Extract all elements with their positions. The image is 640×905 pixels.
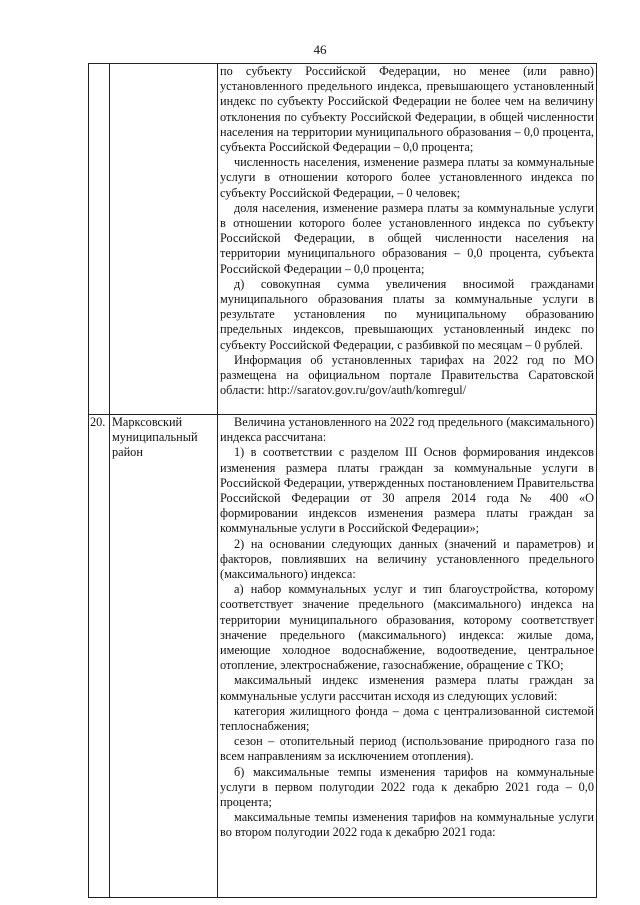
paragraph: категория жилищного фонда – дома с централизованной системой теплоснабжения; [220,703,594,734]
paragraph: сезон – отопительный период (использование природного газа по всем направлениям за исключением отопления). [220,734,594,764]
table-row-20 [89,415,597,898]
paragraph: по субъекту Российской Федерации, но менее (или равно) установленного предельного индекса, превышающего установленный индекс по субъекту Российской Федерации не более чем на величину отклонения по субъекту Российской Федерации, в общей численности населения на территории муниципального образования – 0,0 процента, субъекта Российской Федерации – 0,0 процента; [220,64,594,155]
page-number: 46 [313,42,327,57]
paragraph: д) совокупная сумма увеличения вносимой гражданами муниципального образования платы за коммунальные услуги в результате установления по муниципальному образованию предельных индексов, превышающих установленный индекс по субъекту Российской Федерации, с разбивкой по месяцам – 0 рублей. [220,276,594,352]
paragraph: 1) в соответствии с разделом III Основ формирования индексов изменения размера платы граждан за коммунальные услуги в Российской Федерации, утвержденных постановлением Правительства Российской Федерации от 30 апреля 2014 года № 400 «О формировании индексов изменения размера платы граждан за коммунальные услуги в Российской Федерации»; [220,445,594,536]
paragraph: Информация об установленных тарифах на 2022 год по МО размещена на официальном портале Правительства Саратовской области: http://saratov.gov.ru/gov/auth/komregul/ [220,352,594,398]
table-row-continued [89,64,597,415]
paragraph: а) набор коммунальных услуг и тип благоустройства, которому соответствует значение предельного (максимального) индекса на территории муниципального образования, которому соответствует значение предельного (максимального) индекса: жилые дома, имеющие холодное водоснабжение, водоотведение, центральное отопление, электроснабжение, газоснабжение, обращение с ТКО; [220,582,594,673]
paragraph: доля населения, изменение размера платы за коммунальные услуги в отношении которого более установленного индекса по субъекту Российской Федерации, в общей численности населения на территории муниципального образования – 0,0 процента, субъекта Российской Федерации – 0,0 процента; [220,200,594,276]
paragraph: Величина установленного на 2022 год предельного (максимального) индекса рассчитана: [220,415,594,445]
description-cell-continued [218,64,597,415]
municipal-index-table [88,63,597,898]
municipality-name: Марксовский муниципальный район [110,415,218,898]
municipality-cell-empty [110,64,218,415]
row-number-cell-empty [89,64,110,415]
paragraph: 2) на основании следующих данных (значений и параметров) и факторов, повлиявших на величину установленного предельного (максимального) индекса: [220,536,594,582]
description-cell-20 [218,415,597,898]
row-number: 20. [89,415,110,898]
paragraph: б) максимальные темпы изменения тарифов на коммунальные услуги в первом полугодии 2022 года к декабрю 2021 года – 0,0 процента; [220,764,594,810]
paragraph: максимальные темпы изменения тарифов на коммунальные услуги во втором полугодии 2022 года к декабрю 2021 года: [220,810,594,840]
paragraph: численность населения, изменение размера платы за коммунальные услуги в отношении которого более установленного индекса по субъекту Российской Федерации, – 0 человек; [220,155,594,200]
paragraph: максимальный индекс изменения размера платы граждан за коммунальные услуги рассчитан исходя из следующих условий: [220,673,594,703]
